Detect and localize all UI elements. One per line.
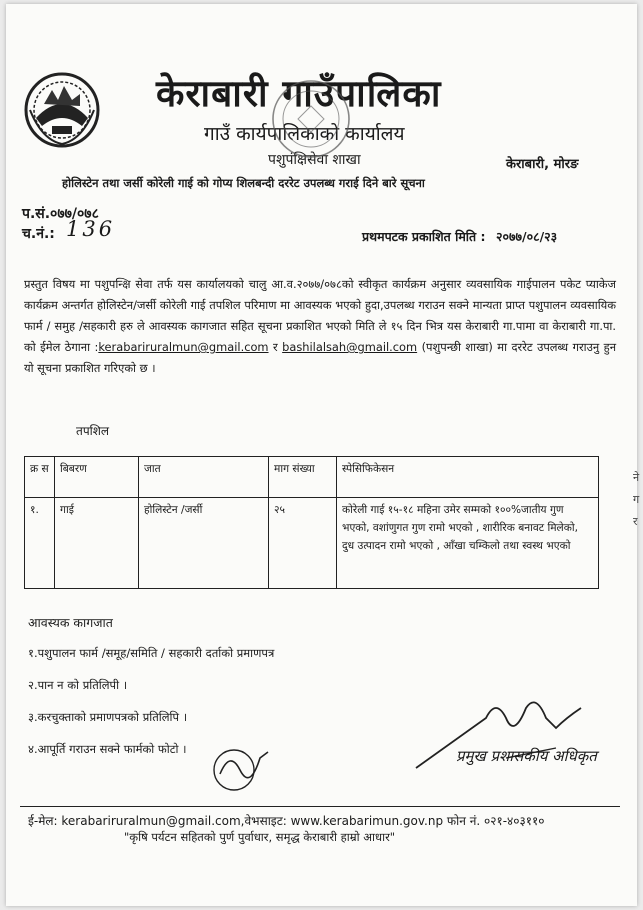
- list-item: २.पान न को प्रतिलिपी ।: [28, 678, 128, 692]
- margin-mark: ने: [633, 471, 640, 484]
- schedule-title: तपशिल: [76, 424, 110, 438]
- header-serial: क्र स: [25, 457, 55, 498]
- handwritten-initial-signature: [210, 740, 274, 796]
- notice-subject: होलिस्टेन तथा जर्सी कोरेली गाई को गोप्य शिलबन्दी दररेट उपलब्ध गराई दिने बारे सूचना: [62, 176, 425, 190]
- margin-mark: र: [633, 515, 638, 528]
- list-item: ३.करचुक्ताको प्रमाणपत्रको प्रतिलिपि ।: [28, 710, 188, 724]
- header-specification: स्पेसिफिकेसन: [337, 457, 599, 498]
- footer-slogan: "कृषि पर्यटन सहितको पुर्ण पुर्वाधार, समृद्ध केराबारी हाम्रो आधार": [124, 830, 396, 844]
- specification-table: [24, 456, 599, 589]
- body-connector: र: [268, 340, 283, 354]
- municipality-title: केराबारी गाउँपालिका: [156, 72, 442, 115]
- nepal-emblem-logo: [22, 70, 102, 150]
- cell-quantity: २५: [269, 498, 337, 589]
- margin-mark: ग: [633, 493, 640, 506]
- table-header-row: [25, 457, 599, 498]
- cell-breed: होलिस्टेन /जर्सी: [139, 498, 269, 589]
- table-row: [25, 498, 599, 589]
- body-text-main: प्रस्तुत विषय मा पशुपन्क्षि सेवा तर्फ यस कार्यालयको चालु आ.व.२०७७/०७८को स्वीकृत कार्यक्रम अनुसार व्यवसायिक गाईपालन पकेट प्याकेज कार्यक्रम अन्तर्गत होलिस्टेन/जर्सी कोरेली गाई तपशिल परिमाण मा आवस्यक भएको हुदा,उपलब्ध गराउन सक्ने मान्यता प्राप्त पशुपालन व्यवसायिक फार्म / समुह /सहकारी हरु ले आवस्यक कागजात सहित सूचना प्रकाशित भएको मिति ले १५ दिन भित्र यस केराबारी गा.पामा वा केराबारी गा.पा. को ईमेल ठेगाना :: [24, 277, 616, 354]
- cell-specification: कोरेली गाई १५-१८ महिना उमेर सम्मको १००%जातीय गुण भएको, वशांणुगत गुण रामो भएको , शारीरिक बनावट मिलेको, दुध उत्पादन रामो भएको , आँखा चम्किलो तथा स्वस्थ भएको: [337, 498, 599, 589]
- header-item: बिबरण: [55, 457, 139, 498]
- office-stamp-seal: [268, 76, 354, 162]
- list-item: १.पशुपालन फार्म /समूह/समिति / सहकारी दर्ताको प्रमाणपत्र: [28, 646, 275, 660]
- required-documents-title: आवस्यक कागजात: [28, 615, 113, 630]
- office-location: केराबारी, मोरङ: [506, 157, 579, 172]
- cell-item: गाई: [55, 498, 139, 589]
- section-name: पशुपंक्षिसेवा शाखा: [268, 152, 361, 168]
- dispatch-number-label: च.नं.:: [22, 226, 55, 242]
- office-subtitle: गाउँ कार्यपालिकाको कार्यालय: [204, 123, 405, 145]
- header-quantity: माग संख्या: [269, 457, 337, 498]
- dispatch-number-value: 136: [66, 217, 116, 241]
- reference-number: प.सं.०७७/०७८: [22, 206, 99, 222]
- signatory-title: प्रमुख प्रशासकीय अधिकृत: [456, 747, 597, 765]
- publication-date-label: प्रथमपटक प्रकाशित मिति :: [362, 229, 486, 244]
- document-page: [6, 4, 640, 906]
- footer-divider: [20, 806, 620, 807]
- list-item: ४.आपूर्ति गराउन सक्ने फार्मको फोटो ।: [28, 742, 187, 756]
- body-text-closing: (पशुपन्छी शाखा) मा दररेट उपलब्ध गराउनु हुन यो सूचना प्रकाशित गरिएको छ ।: [24, 340, 617, 375]
- publication-date-value: २०७७/०८/२३: [496, 229, 558, 244]
- email-link-section[interactable]: bashilalsah@gmail.com: [282, 340, 418, 354]
- header-breed: जात: [139, 457, 269, 498]
- email-link-municipality[interactable]: kerabariruralmun@gmail.com: [98, 340, 269, 354]
- notice-body: [24, 274, 616, 379]
- footer-contact: ई-मेल: kerabariruralmun@gmail.com,वेभसाइट: www.kerabarimun.gov.np फोन नं. ०२१-४०३११०: [28, 814, 545, 828]
- cell-serial: १.: [25, 498, 55, 589]
